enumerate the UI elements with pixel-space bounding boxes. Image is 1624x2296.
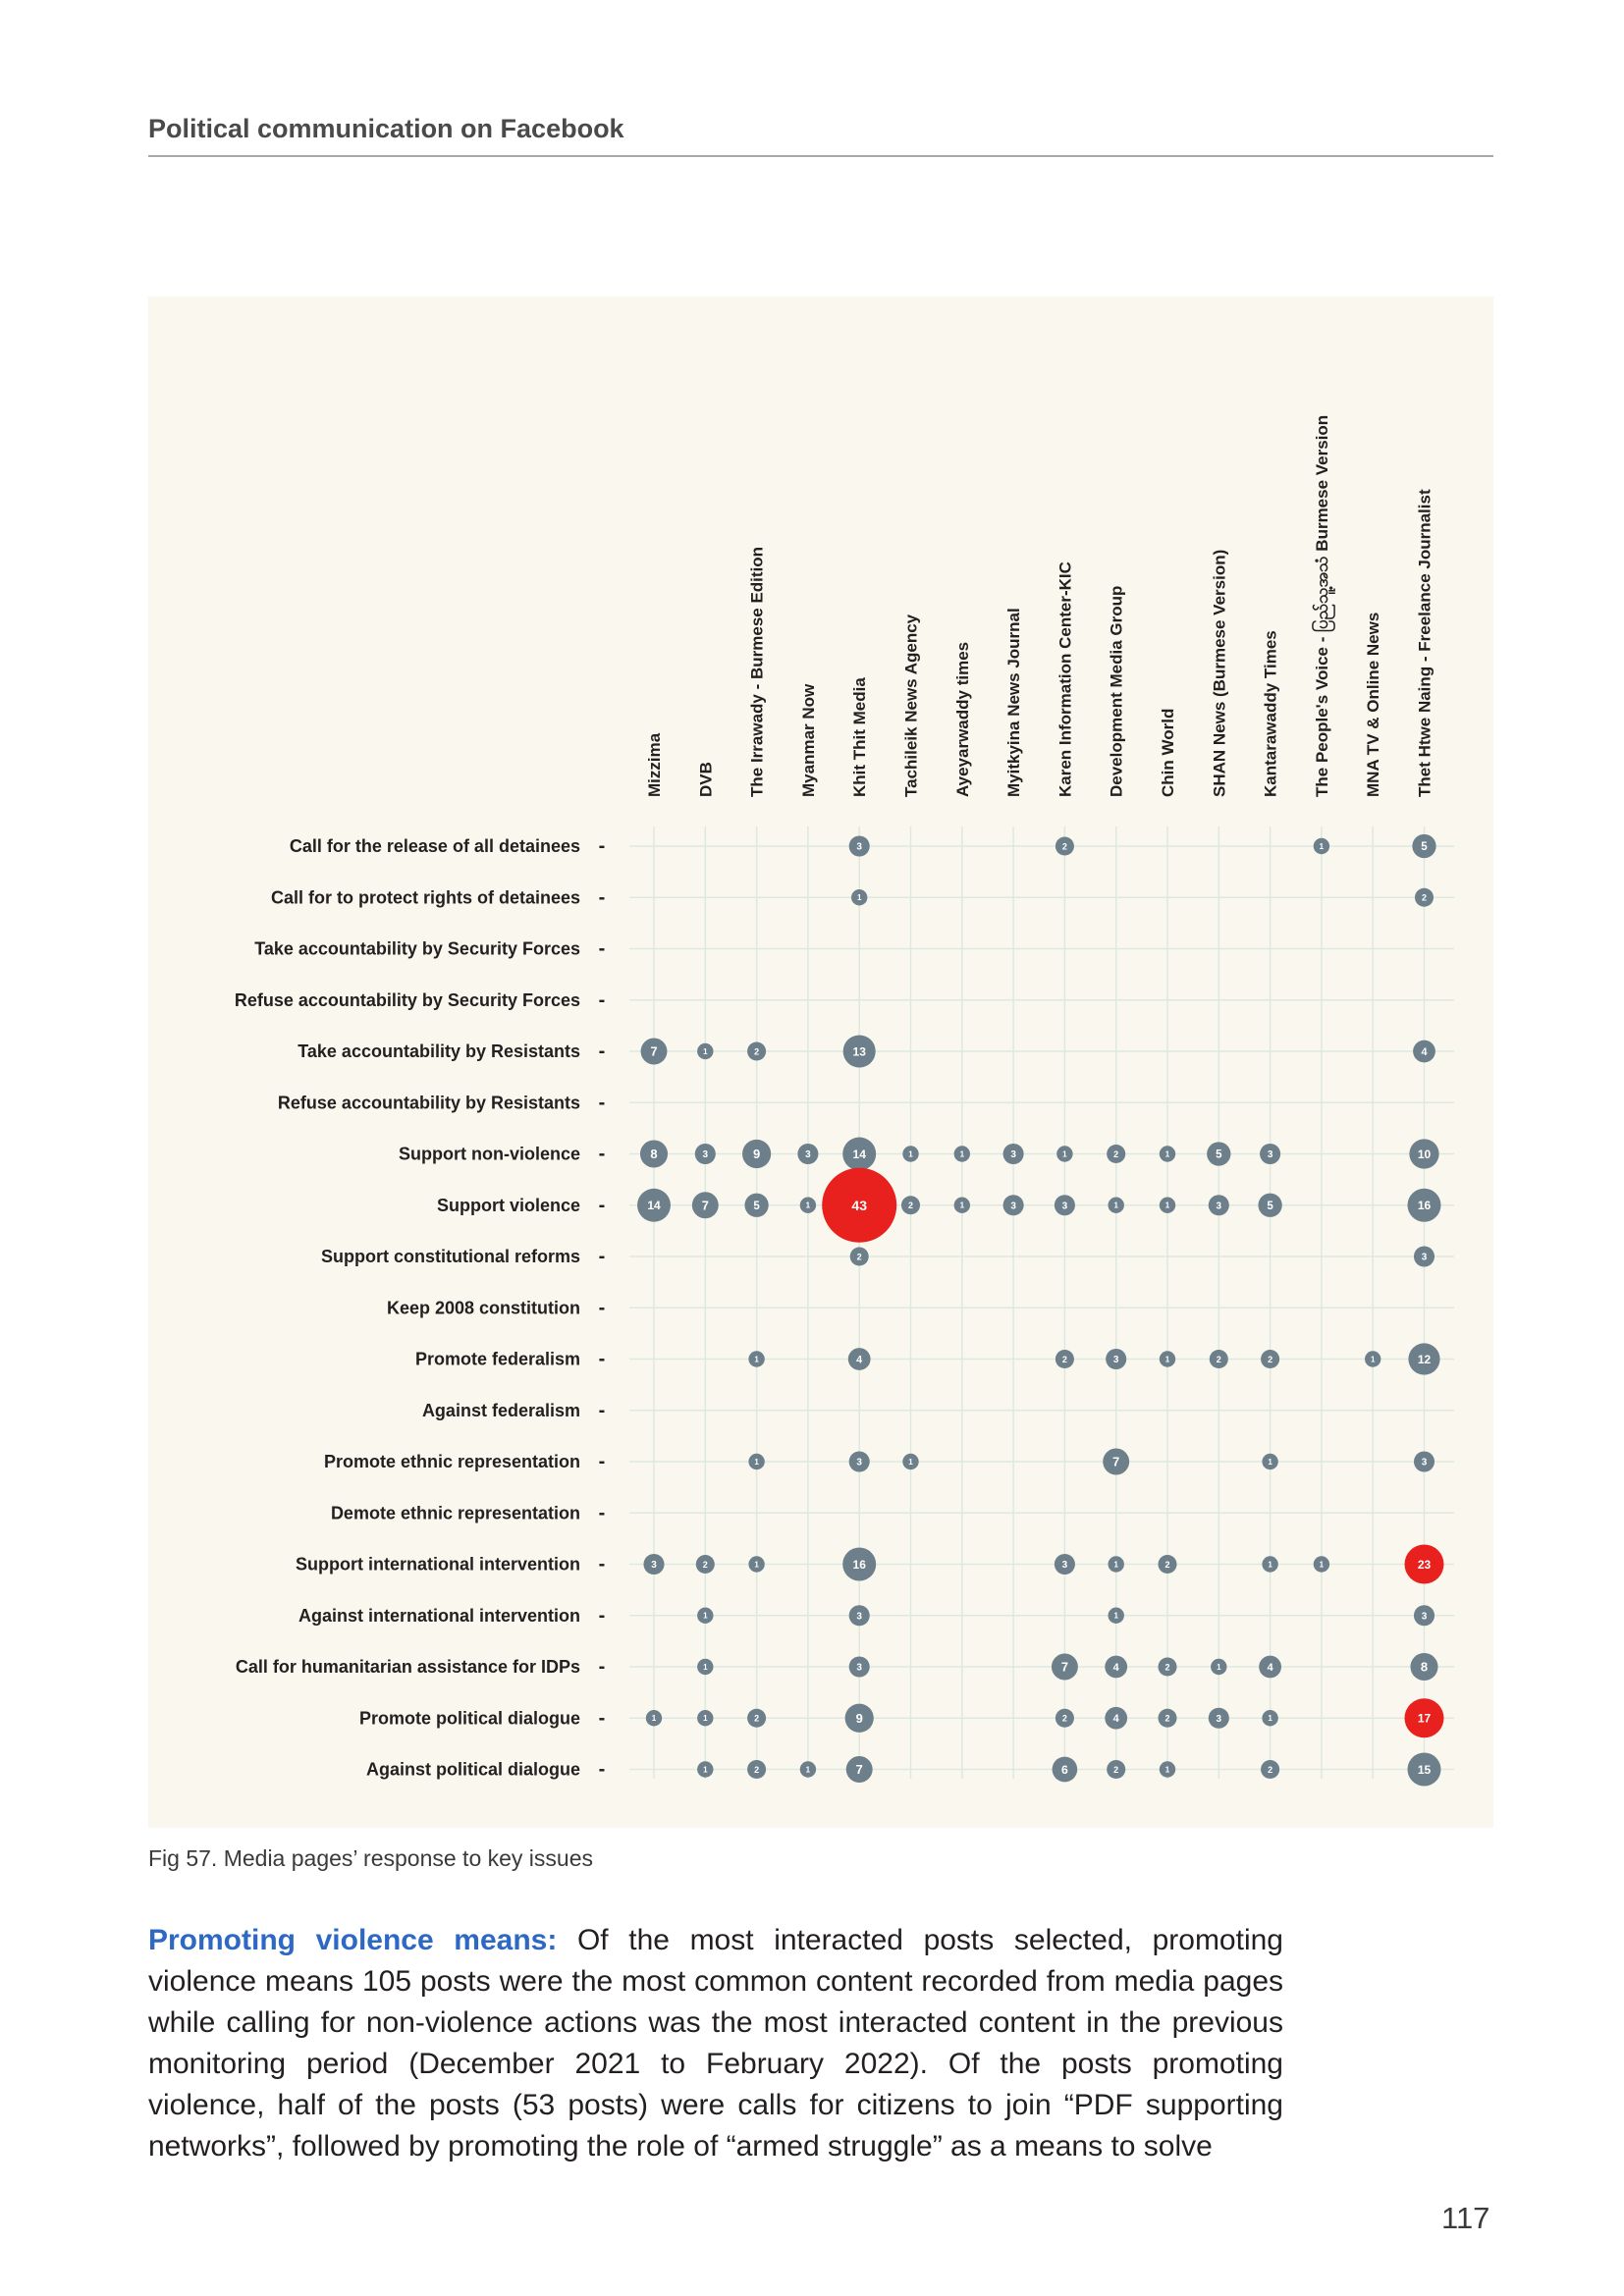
bubble-value: 3	[856, 1662, 862, 1674]
row-marker: -	[598, 1604, 606, 1627]
bubble	[1055, 1195, 1075, 1215]
bubble-value: 1	[1217, 1662, 1221, 1672]
bubble-value: 2	[1164, 1713, 1170, 1724]
row-labels	[235, 835, 605, 1781]
bubble	[1414, 1246, 1435, 1266]
bubble	[1207, 1142, 1230, 1165]
bubble-value: 1	[959, 1201, 965, 1210]
bubble-value: 17	[1417, 1711, 1432, 1726]
row-marker: -	[598, 1297, 606, 1319]
bubble-value: 7	[701, 1198, 709, 1213]
bubble	[1160, 1198, 1175, 1213]
bubble-matrix-chart	[148, 296, 1493, 1828]
bubble-value: 16	[852, 1557, 866, 1572]
row-label: Call for the release of all detainees	[289, 836, 580, 856]
bubble	[1209, 1708, 1229, 1729]
bubble-value: 3	[856, 841, 862, 853]
bubble-value: 4	[1267, 1661, 1273, 1674]
column-label: The Irrawady - Burmese Edition	[747, 546, 767, 797]
bubble-value: 3	[805, 1149, 811, 1161]
bubble	[1413, 1041, 1435, 1063]
bubble	[744, 1194, 768, 1217]
bubble	[902, 1146, 918, 1161]
bubble	[901, 1196, 920, 1214]
bubble	[849, 835, 870, 856]
bubble-value: 3	[1061, 1201, 1068, 1212]
row-label: Support non-violence	[398, 1144, 580, 1164]
column-labels	[645, 415, 1435, 797]
bubble	[1209, 1195, 1229, 1215]
bubble	[697, 1761, 713, 1777]
bubble-value: 1	[1113, 1560, 1118, 1570]
bubble	[846, 1756, 873, 1783]
bubble-value: 2	[1216, 1354, 1221, 1364]
bubble-value: 7	[1060, 1659, 1068, 1675]
bubble-value: 1	[754, 1355, 759, 1364]
bubble-value: 1	[1164, 1355, 1170, 1364]
bubble-value: 16	[1417, 1199, 1432, 1213]
row-marker: -	[598, 886, 606, 909]
bubble	[1258, 1194, 1281, 1217]
row-marker: -	[598, 1758, 606, 1781]
bubble-value: 1	[1268, 1560, 1272, 1570]
row-label: Keep 2008 constitution	[386, 1298, 580, 1318]
bubble	[822, 1168, 896, 1243]
bubble	[1056, 1350, 1074, 1368]
row-label: Promote ethnic representation	[323, 1452, 580, 1471]
bubble	[954, 1198, 970, 1213]
bubble	[1405, 1698, 1444, 1737]
bubble	[1053, 1757, 1078, 1783]
bubble-value: 1	[1370, 1355, 1376, 1364]
bubble-value: 1	[1164, 1201, 1170, 1210]
column-label: Myitkyina News Journal	[1004, 608, 1024, 797]
body-paragraph	[148, 1920, 1283, 2167]
column-label: Tachileik News Agency	[901, 614, 921, 797]
bubble-value: 2	[754, 1713, 760, 1724]
grid-lines	[629, 827, 1454, 1779]
bubble	[692, 1192, 719, 1218]
bubble-value: 8	[650, 1147, 658, 1162]
column-label: Khit Thit Media	[850, 677, 870, 797]
bubble	[843, 1035, 876, 1067]
bubble	[1109, 1556, 1124, 1572]
bubble	[640, 1140, 668, 1167]
bubble-matrix-svg	[148, 296, 1493, 1828]
bubble	[902, 1454, 918, 1469]
row-label: Against international intervention	[298, 1605, 580, 1626]
bubble	[748, 1351, 764, 1366]
bubble-value: 6	[1061, 1762, 1068, 1777]
bubble-value: 3	[1421, 1252, 1428, 1263]
bubble	[1408, 1343, 1439, 1374]
column-label: DVB	[696, 762, 716, 797]
bubble	[1262, 1710, 1277, 1726]
bubble-value: 3	[1267, 1149, 1273, 1161]
bubble	[1414, 1451, 1435, 1471]
row-marker: -	[598, 988, 606, 1011]
bubble-value: 4	[856, 1354, 863, 1366]
bubble-value: 9	[855, 1710, 863, 1726]
bubble-value: 3	[1216, 1713, 1222, 1725]
column-label: Development Media Group	[1107, 585, 1126, 797]
row-marker: -	[598, 1399, 606, 1421]
bubble-value: 1	[908, 1457, 913, 1467]
bubble	[1003, 1195, 1024, 1215]
row-label: Take accountability by Resistants	[298, 1041, 580, 1061]
bubble-value: 5	[1421, 841, 1428, 854]
row-marker: -	[598, 1502, 606, 1524]
row-label: Refuse accountability by Resistants	[277, 1093, 580, 1113]
bubble	[697, 1659, 713, 1675]
row-marker: -	[598, 937, 606, 960]
bubble	[1262, 1556, 1277, 1572]
column-label: Myanmar Now	[798, 683, 818, 797]
row-marker: -	[598, 1041, 606, 1062]
row-label: Call for to protect rights of detainees	[270, 887, 580, 908]
row-label: Promote federalism	[414, 1349, 580, 1369]
bubble-value: 1	[908, 1149, 913, 1159]
bubble	[637, 1189, 671, 1222]
bubble-value: 1	[703, 1046, 708, 1056]
bubble	[1408, 1753, 1441, 1787]
bubble-value: 2	[1113, 1764, 1119, 1775]
bubble	[747, 1760, 766, 1779]
bubble-value: 43	[851, 1197, 867, 1213]
bubble-value: 2	[754, 1764, 760, 1775]
column-label: The People's Voice - ပြည်သူ့အသံ Burmese Version	[1312, 414, 1331, 797]
bubble-value: 1	[959, 1149, 965, 1159]
bubble-value: 2	[907, 1201, 914, 1211]
bubble-value: 5	[1216, 1148, 1222, 1161]
bubble-value: 1	[1268, 1714, 1272, 1724]
row-marker: -	[598, 1707, 606, 1730]
bubble	[800, 1198, 816, 1213]
row-marker: -	[598, 835, 606, 857]
bubble-value: 14	[852, 1147, 866, 1161]
bubble	[848, 1348, 871, 1370]
column-label: Karen Information Center-KIC	[1056, 561, 1075, 797]
bubble-value: 2	[1061, 1354, 1067, 1364]
bubble	[1105, 1707, 1127, 1730]
bubble	[1056, 1709, 1074, 1728]
bubble	[1106, 1349, 1126, 1369]
bubble-value: 1	[703, 1714, 708, 1724]
bubble	[641, 1039, 668, 1065]
bubble	[1259, 1656, 1281, 1679]
bubble-value: 1	[1319, 841, 1325, 851]
column-label: Mizzima	[645, 732, 664, 797]
bubble-value: 1	[1113, 1611, 1118, 1621]
bubble	[1003, 1144, 1024, 1164]
bubble	[1260, 1144, 1280, 1164]
bubble	[1410, 1653, 1437, 1681]
bubble	[1109, 1608, 1124, 1624]
paragraph-lead: Promoting violence means:	[148, 1924, 558, 1956]
bubble	[697, 1608, 713, 1624]
bubble	[1414, 1605, 1435, 1626]
bubble	[1103, 1449, 1129, 1475]
bubble	[747, 1709, 766, 1728]
bubble-value: 3	[702, 1149, 709, 1161]
bubble	[1160, 1351, 1175, 1366]
bubble-value: 1	[754, 1457, 759, 1467]
bubble-value: 2	[1061, 841, 1067, 852]
bubble-value: 3	[1010, 1201, 1016, 1212]
bubble-value: 2	[1421, 892, 1428, 903]
bubbles	[637, 834, 1443, 1787]
row-label: Against political dialogue	[365, 1759, 580, 1780]
bubble	[696, 1555, 715, 1574]
column-label: MNA TV & Online News	[1364, 612, 1383, 797]
bubble-value: 4	[1421, 1045, 1428, 1058]
bubble	[1408, 1189, 1441, 1222]
row-label: Take accountability by Security Forces	[254, 938, 580, 959]
bubble	[842, 1548, 876, 1581]
bubble-value: 1	[1319, 1560, 1325, 1570]
bubble	[697, 1710, 713, 1726]
column-label: Chin World	[1159, 708, 1177, 797]
row-label: Support constitutional reforms	[320, 1247, 580, 1266]
bubble-value: 15	[1417, 1762, 1432, 1777]
bubble	[1415, 888, 1434, 907]
bubble-value: 1	[651, 1714, 657, 1724]
figure-caption: Fig 57. Media pages’ response to key issues	[148, 1845, 594, 1871]
bubble	[1109, 1198, 1124, 1213]
bubble-value: 12	[1417, 1352, 1432, 1366]
row-label: Against federalism	[421, 1400, 580, 1420]
bubble	[1056, 1146, 1072, 1161]
bubble-value: 2	[1113, 1148, 1119, 1159]
row-label: Call for humanitarian assistance for IDPs	[235, 1657, 580, 1677]
bubble-value: 1	[1268, 1457, 1272, 1467]
bubble	[748, 1454, 764, 1469]
bubble-value: 23	[1417, 1557, 1432, 1572]
bubble	[850, 1247, 869, 1265]
row-marker: -	[598, 1348, 606, 1370]
row-label: Support violence	[436, 1195, 580, 1215]
column-label: Thet Htwe Naing - Freelance Journalist	[1415, 489, 1435, 797]
bubble-value: 1	[805, 1201, 811, 1210]
bubble-value: 7	[650, 1043, 658, 1059]
bubble-value: 2	[1268, 1354, 1273, 1364]
bubble	[742, 1140, 771, 1168]
bubble	[1158, 1555, 1176, 1574]
bubble	[1365, 1351, 1380, 1366]
bubble-value: 2	[856, 1252, 862, 1262]
bubble-value: 1	[805, 1765, 811, 1775]
bubble-value: 1	[1062, 1149, 1067, 1159]
row-label: Refuse accountability by Security Forces	[234, 989, 580, 1010]
bubble	[845, 1704, 874, 1733]
bubble	[1314, 1556, 1329, 1572]
bubble	[1158, 1657, 1176, 1676]
bubble-value: 1	[703, 1662, 708, 1672]
row-marker: -	[598, 1553, 606, 1575]
bubble	[1210, 1350, 1228, 1368]
bubble-value: 10	[1417, 1147, 1432, 1161]
bubble-value: 3	[1421, 1457, 1428, 1468]
bubble-value: 1	[703, 1765, 708, 1775]
bubble-value: 3	[1061, 1560, 1068, 1572]
column-label: Kantarawaddy Times	[1261, 630, 1280, 797]
bubble	[797, 1144, 818, 1164]
bubble	[1052, 1654, 1078, 1681]
bubble-value: 1	[856, 893, 862, 903]
bubble	[1105, 1656, 1127, 1679]
bubble-value: 3	[1421, 1611, 1428, 1623]
row-marker: -	[598, 1092, 606, 1114]
bubble	[1261, 1760, 1279, 1779]
bubble-value: 5	[753, 1200, 760, 1212]
bubble-value: 3	[651, 1560, 657, 1572]
row-marker: -	[598, 1246, 606, 1267]
bubble-value: 3	[1112, 1355, 1119, 1366]
bubble-value: 3	[856, 1457, 862, 1468]
bubble-value: 1	[1113, 1201, 1118, 1210]
bubble	[1262, 1454, 1277, 1469]
bubble-value: 13	[852, 1044, 866, 1059]
header-rule	[148, 155, 1493, 157]
paragraph-text: Of the most interacted posts selected, promoting violence means 105 posts were the most common content recorded from media pages while calling for non-violence actions was the most interacted content in the previous monitoring period (December 2021 to February 2022). Of the posts promoting violence, half of the posts (53 posts) were calls for citizens to join “PDF supporting networks”, followed by promoting the role of “armed struggle” as a means to solve	[148, 1924, 1283, 2163]
row-marker: -	[598, 1451, 606, 1472]
bubble-value: 2	[1164, 1662, 1170, 1673]
bubble	[800, 1761, 816, 1777]
bubble	[1158, 1709, 1176, 1728]
bubble	[1107, 1760, 1125, 1779]
bubble-value: 14	[647, 1199, 661, 1213]
bubble	[954, 1146, 970, 1161]
bubble-value: 2	[754, 1046, 760, 1057]
row-marker: -	[598, 1143, 606, 1165]
bubble-value: 2	[702, 1559, 708, 1570]
bubble	[643, 1554, 664, 1575]
column-label: SHAN News (Burmese Version)	[1210, 549, 1229, 797]
bubble	[849, 1656, 870, 1677]
bubble	[695, 1144, 716, 1164]
bubble	[1261, 1350, 1279, 1368]
page-number: 117	[1441, 2201, 1490, 2235]
bubble-value: 5	[1267, 1200, 1273, 1212]
column-label: Ayeyarwaddy times	[952, 641, 972, 797]
bubble-value: 3	[1010, 1149, 1016, 1161]
bubble	[1160, 1146, 1175, 1161]
bubble	[1211, 1659, 1226, 1675]
bubble	[849, 1605, 870, 1626]
row-label: Promote political dialogue	[358, 1708, 580, 1729]
bubble	[1056, 836, 1074, 855]
bubble-value: 1	[1164, 1149, 1170, 1159]
bubble-value: 2	[1268, 1764, 1273, 1775]
row-label: Support international intervention	[295, 1554, 580, 1575]
bubble	[646, 1710, 662, 1726]
bubble-value: 4	[1112, 1713, 1119, 1726]
bubble	[842, 1138, 876, 1171]
bubble-value: 9	[752, 1147, 761, 1162]
bubble	[1412, 834, 1435, 858]
bubble-value: 4	[1112, 1661, 1119, 1674]
bubble	[1055, 1554, 1075, 1575]
bubble-value: 1	[703, 1611, 708, 1621]
bubble	[1314, 838, 1329, 854]
bubble-value: 1	[1164, 1765, 1170, 1775]
bubble-value: 7	[855, 1762, 863, 1778]
bubble	[1405, 1545, 1444, 1584]
bubble	[1409, 1139, 1438, 1168]
bubble	[748, 1556, 764, 1572]
bubble-value: 2	[1061, 1713, 1067, 1724]
bubble	[697, 1043, 713, 1059]
bubble	[1160, 1761, 1175, 1777]
bubble	[1107, 1145, 1125, 1163]
bubble-value: 3	[1216, 1201, 1222, 1212]
row-label: Demote ethnic representation	[330, 1503, 580, 1523]
bubble-value: 3	[856, 1611, 862, 1623]
bubble-value: 2	[1164, 1559, 1170, 1570]
running-title: Political communication on Facebook	[148, 114, 624, 143]
bubble	[851, 889, 867, 905]
bubble-value: 7	[1112, 1454, 1120, 1469]
bubble-value: 8	[1420, 1659, 1429, 1675]
bubble	[849, 1451, 870, 1471]
row-marker: -	[598, 1194, 606, 1216]
bubble-value: 1	[754, 1560, 759, 1570]
row-marker: -	[598, 1656, 606, 1678]
bubble	[747, 1041, 766, 1060]
